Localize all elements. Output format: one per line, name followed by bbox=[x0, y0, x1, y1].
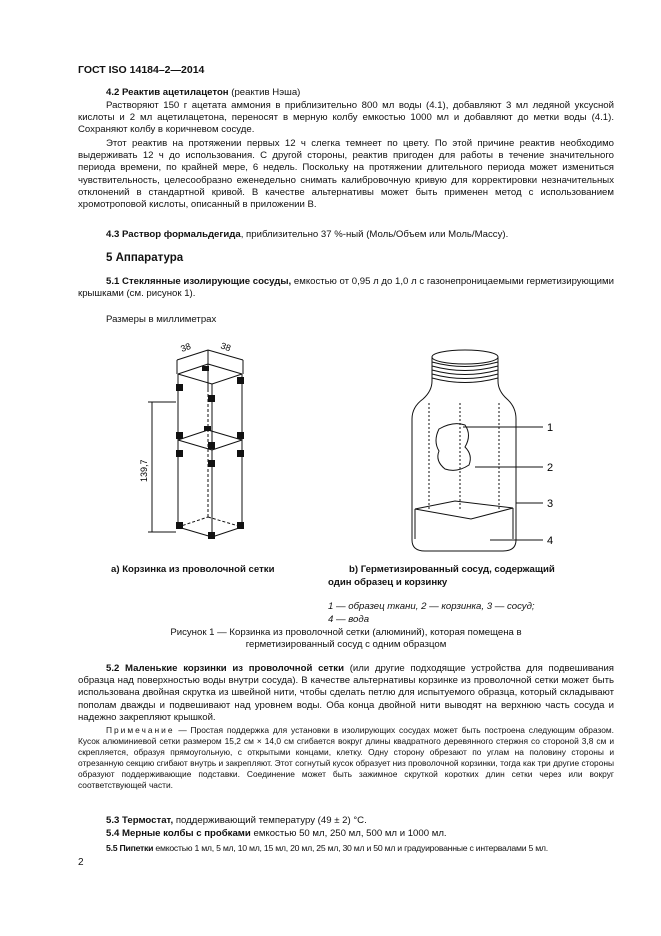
section-5-3 bbox=[78, 815, 614, 827]
figure-title-line1: Рисунок 1 — Корзинка из проволочной сетки (алюминий), которая помещена в bbox=[170, 627, 522, 638]
section-5-3-text: поддерживающий температуру (49 ± 2) °С. bbox=[173, 815, 367, 826]
legend-line1: 1 — образец ткани, 2 — корзинка, 3 — сосуд; bbox=[328, 601, 535, 612]
section-5-title: 5 Аппаратура bbox=[106, 252, 184, 264]
dimension-width-2: 38 bbox=[219, 340, 233, 354]
section-5-4-text: емкостью 50 мл, 250 мл, 500 мл и 1000 мл. bbox=[250, 828, 447, 839]
section-5-3-title: 5.3 Термостат, bbox=[106, 815, 174, 826]
page-number: 2 bbox=[78, 857, 84, 868]
dimensions-note: Размеры в миллиметрах bbox=[106, 314, 217, 325]
dimension-width-1: 38 bbox=[179, 341, 193, 354]
section-5-2-text: (или другие подходящие устройства для подвешивания образца над поверхностью воды внутри сосуда). В качестве альтернативы корзинке из проволочной сетки может быть использована двойная скрутка из швейной нити, чтобы сделать петлю для испытуемого образца, который складывают пополам дважды и подвешивают над уровнем воды. Оба конца двойной нити выводят на верхнюю часть сосуда и надежно закрепляют крышкой. bbox=[78, 663, 614, 723]
section-4-3-title: 4.3 Раствор формальдегида bbox=[106, 229, 241, 240]
section-5-1-text: емкостью от 0,95 л до 1,0 л с газонепроницаемыми герметизирующими крышками (см. рисунок 1). bbox=[78, 276, 614, 300]
caption-a: а) Корзинка из проволочной сетки bbox=[111, 564, 275, 575]
caption-b-line2: один образец и корзинку bbox=[328, 577, 448, 588]
section-4-2-title-suffix: (реактив Нэша) bbox=[228, 87, 301, 98]
caption-b-line1: b) Герметизированный сосуд, содержащий bbox=[349, 564, 555, 575]
wire-basket-drawing bbox=[120, 332, 270, 550]
legend-line2: 4 — вода bbox=[328, 614, 370, 625]
section-5-5 bbox=[78, 842, 614, 854]
sealed-jar-drawing bbox=[395, 343, 570, 558]
section-4-2-para2: Этот реактив на протяжении первых 12 ч слегка темнеет по цвету. По этой причине реактив необходимо выдерживать 12 ч до использования. С другой стороны, реактив пригоден для работы в течение значительного периода времени, по крайней мере, 6 недель. Поскольку на протяжении длительного периода может измениться чувствительность, целесообразно еженедельно снимать калибровочную кривую для корректировки незначительных отклонений в стандартной кривой. В качестве альтернативы может быть применен метод с использованием хромотроповой кислоты, описанный в приложении В. bbox=[78, 138, 614, 211]
callout-3: 3 bbox=[547, 498, 554, 510]
callout-2: 2 bbox=[547, 462, 554, 474]
callout-1: 1 bbox=[547, 422, 554, 434]
note-text: — Простая поддержка для установки в изолирующих сосудах может быть построена следующим образом. Кусок алюминиевой сетки размером 15,2 см × 14,0 см сгибается вокруг длины квадратного деревянного стержня со стороной 3,8 см и скрепляется, образуя прямоугольную, с открытыми концами, клетку. Одну сторону обрезают по углам на половину стороны и отрезанную секцию сгибают внутрь и закрепляют. Этот согнутый кусок образует низ проволочной корзинки, тогда как три другие стороны образуют поддерживающие подставки. Соединение может быть зажимное скруткой коротких длин сетки через или вокруг соответствующей части. bbox=[78, 725, 614, 790]
section-5-2-note bbox=[78, 725, 614, 790]
note-label: Примечание bbox=[106, 725, 175, 735]
section-5-5-text: емкостью 1 мл, 5 мл, 10 мл, 15 мл, 20 мл, 25 мл, 30 мл и 50 мл и градуированные с интервалами 5 мл. bbox=[153, 843, 548, 853]
section-5-5-title: 5.5 Пипетки bbox=[106, 843, 154, 853]
section-5-1 bbox=[78, 276, 614, 300]
section-5-2 bbox=[78, 663, 614, 724]
section-5-2-title: 5.2 Маленькие корзинки из проволочной сетки bbox=[106, 663, 345, 674]
section-5-4 bbox=[78, 828, 614, 840]
dimension-height: 139,7 bbox=[139, 459, 149, 482]
section-4-2-title: 4.2 Реактив ацетилацетон bbox=[106, 87, 229, 98]
section-4-3-text: , приблизительно 37 %-ный (Моль/Объем или Моль/Массу). bbox=[240, 229, 509, 240]
section-4-2-heading bbox=[78, 87, 614, 99]
section-5-4-title: 5.4 Мерные колбы с пробками bbox=[106, 828, 251, 839]
section-4-2-para1: Растворяют 150 г ацетата аммония в приблизительно 800 мл воды (4.1), добавляют 3 мл ледяной уксусной кислоты и 2 мл ацетилацетона, переносят в мерную колбу емкостью 1000 мл и добавляют до метки воды (4.1). Сохраняют колбу в коричневом сосуде. bbox=[78, 100, 614, 136]
callout-4: 4 bbox=[547, 535, 554, 547]
figure-title-line2: герметизированный сосуд с одним образцом bbox=[245, 639, 447, 650]
section-5-1-title: 5.1 Стеклянные изолирующие сосуды, bbox=[106, 276, 292, 287]
section-4-3 bbox=[78, 229, 614, 241]
document-header: ГОСТ ISO 14184–2—2014 bbox=[78, 64, 205, 76]
